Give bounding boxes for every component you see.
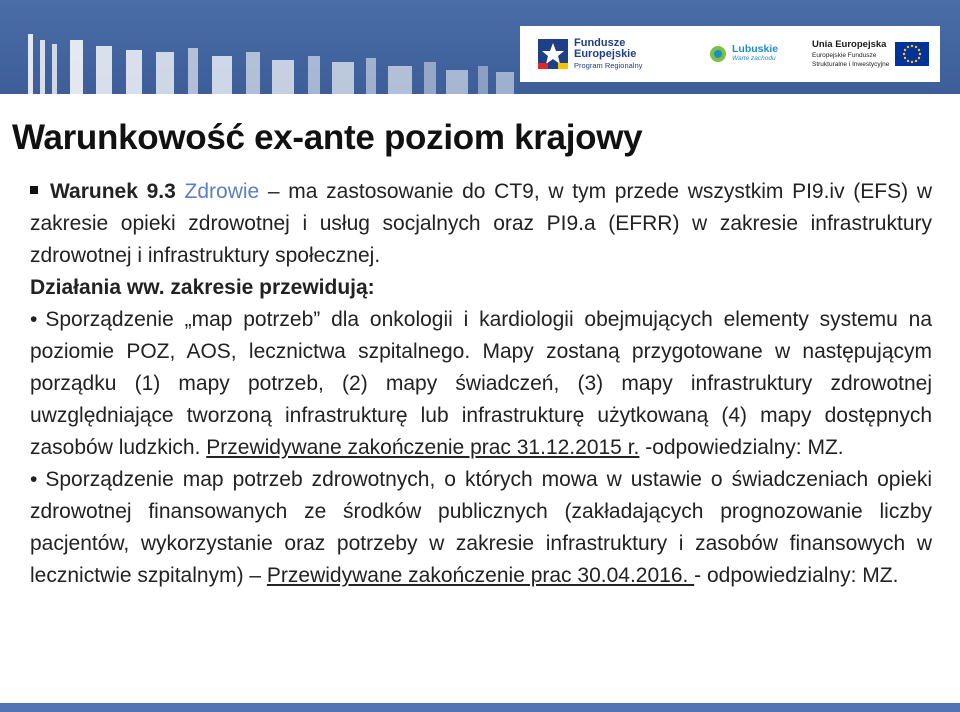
lubuskie-name: Lubuskie xyxy=(732,43,779,55)
intro-paragraph xyxy=(30,176,932,272)
lubuskie-tagline: Warte zachodu xyxy=(732,55,776,62)
fundusze-star-icon xyxy=(538,39,568,69)
bullet-item-1 xyxy=(30,304,932,464)
bullet-2-deadline: Przewidywane zakończenie prac 30.04.2016. xyxy=(266,564,695,587)
eu-flag-icon xyxy=(895,42,929,66)
ue-line3: Strukturalne i Inwestycyjne xyxy=(812,60,890,68)
ue-line2: Europejskie Fundusze xyxy=(812,51,877,59)
bullet-1-responsible: -odpowiedzialny: MZ. xyxy=(639,436,844,459)
actions-heading xyxy=(30,272,932,304)
bullet-2-text: Sporządzenie map potrzeb zdrowotnych, o których mowa w ustawie o świadczeniach opieki zdrowotnej finansowanych ze środków publicznych (zakładających prognozowanie liczby pacjentów, wykorzystanie oraz potrzeby w zakresie infrastruktury i zasobów finansowych w lecznictwie szpitalnym) – xyxy=(30,468,932,587)
logo-unia-europejska xyxy=(812,26,929,82)
square-bullet-icon xyxy=(30,186,38,194)
actions-heading-text: Działania ww. zakresie przewidują: xyxy=(30,276,375,299)
condition-topic: Zdrowie xyxy=(184,180,260,203)
fe-line1: Fundusze xyxy=(574,36,626,49)
fe-line2: Europejskie xyxy=(574,47,637,60)
ue-line1: Unia Europejska xyxy=(812,38,887,50)
bottom-bar xyxy=(0,703,960,712)
bullet-item-2 xyxy=(30,464,932,592)
bullet-1-deadline: Przewidywane zakończenie prac 31.12.2015 r. xyxy=(206,436,640,459)
logos-strip xyxy=(520,26,940,82)
bullet-2-responsible: - odpowiedzialny: MZ. xyxy=(694,564,899,587)
slide-title: Warunkowość ex-ante poziom krajowy xyxy=(12,118,643,157)
condition-label: Warunek 9.3 xyxy=(50,180,176,203)
dot-bullet-icon: • xyxy=(30,308,38,331)
dot-bullet-icon: • xyxy=(30,468,38,491)
bullet-1-text: Sporządzenie „map potrzeb” dla onkologii i kardiologii obejmujących elementy systemu na poziomie POZ, AOS, lecznictwa szpitalnego. Mapy zostaną przygotowane w następującym porządku (1) mapy potrzeb, (2) mapy świadczeń, (3) mapy infrastruktury zdrowotnej uwzględniające tworzoną infrastrukturę lub infrastrukturę użytkowaną (4) mapy dostępnych zasobów ludzkich. xyxy=(30,308,932,459)
logo-fundusze-europejskie xyxy=(538,26,642,82)
fe-line3: Program Regionalny xyxy=(574,60,643,70)
logo-lubuskie xyxy=(708,26,778,82)
header-banner xyxy=(0,0,960,94)
lubuskie-emblem-icon xyxy=(708,44,728,64)
condition-description: – ma zastosowanie do CT9, w tym przede wszystkim PI9.iv (EFS) w zakresie opieki zdrowotnej i usług socjalnych oraz PI9.a (EFRR) w zakresie infrastruktury zdrowotnej i infrastruktury społecznej. xyxy=(30,180,932,267)
slide-content xyxy=(30,176,932,592)
